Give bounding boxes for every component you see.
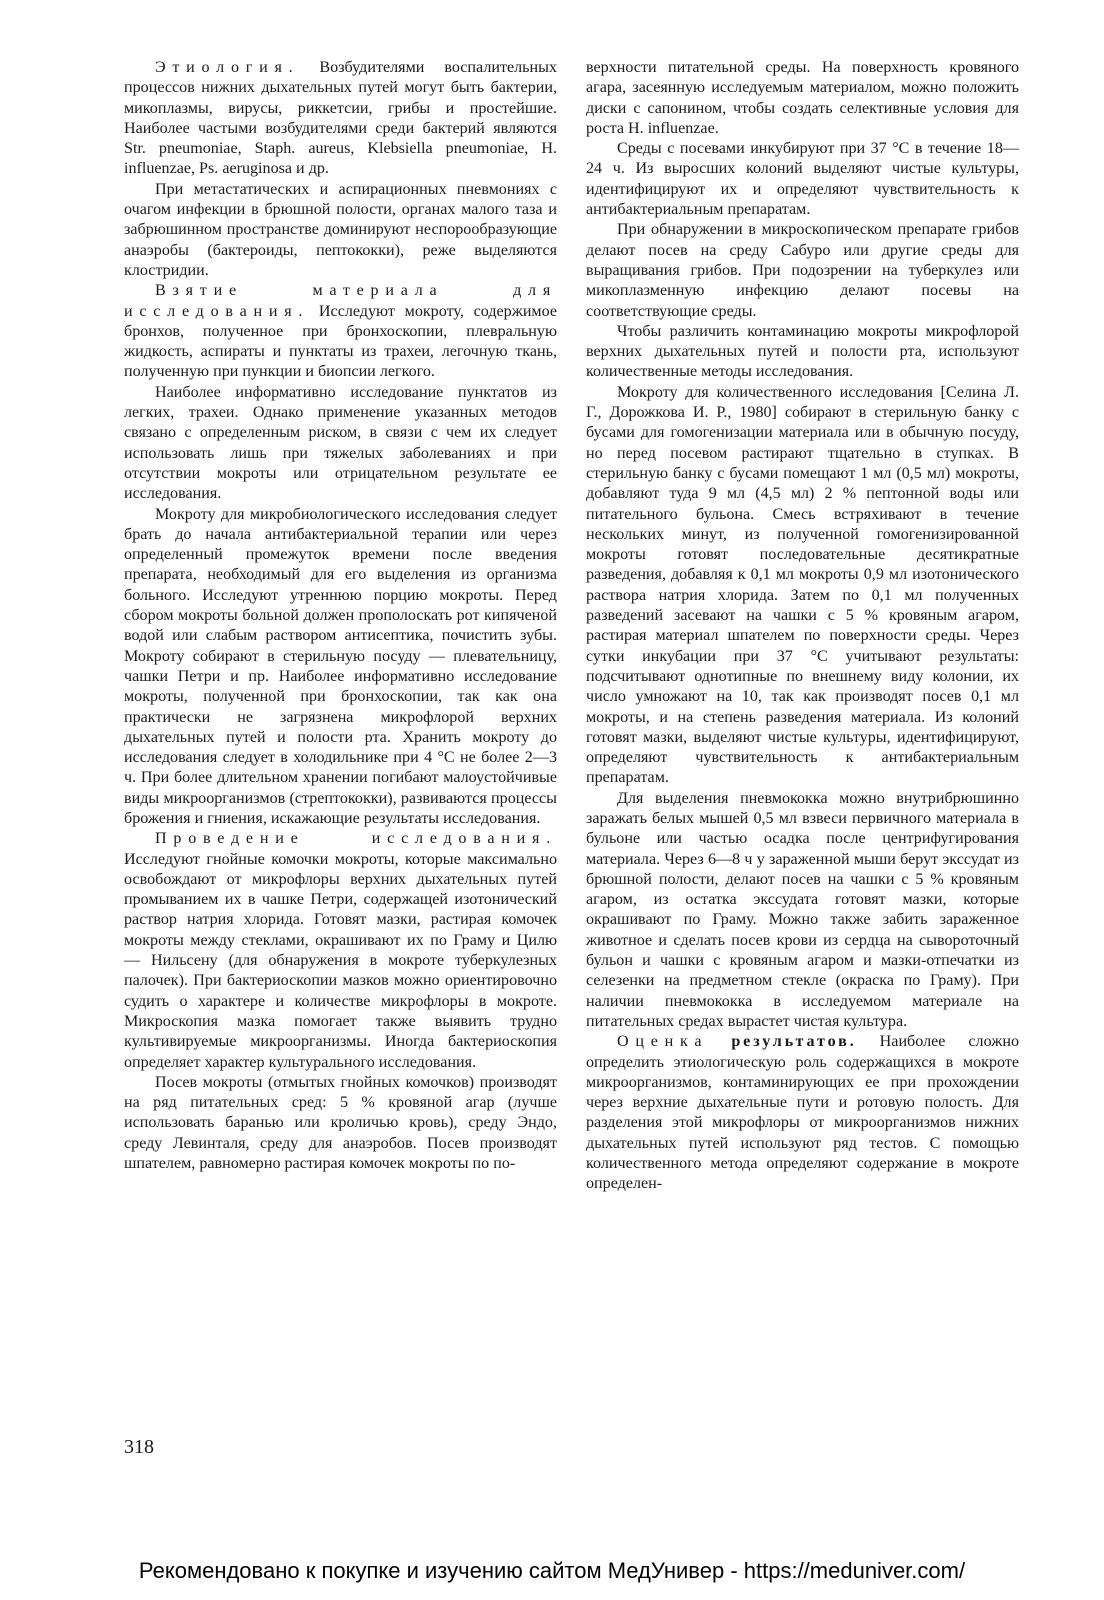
- paragraph-text: Мокроту для микробиологического исследования следует брать до начала антибактериальной терапии или через определенный промежуток времени после введения препарата, необходимый для его выделения из организма больного. Исследуют утреннюю порцию мокроты. Перед сбором мокроты больной должен прополоскать рот кипяченой водой или слабым раствором антисептика, почистить зубы. Мокроту собирают в стерильную посуду — плевательницу, чашки Петри и пр. Наиболее информативно исследование мокроты, полученной при бронхоскопии, так как она практически не загрязнена микрофлорой верхних дыхательных путей и полости рта. Хранить мокроту до исследования следует в холодильнике при 4 °С не более 2—3 ч. При более длительном хранении погибают малоустойчивые виды микроорганизмов (стрептококки), развиваются процессы брожения и гниения, искажающие результаты исследования.: [124, 505, 557, 827]
- paragraph-text: Посев мокроты (отмытых гнойных комочков) производят на ряд питательных сред: 5 % кровяной агар (лучше использовать баранью или кроличью кровь), среду Эндо, среду Левинталя, среду для анаэробов. Посев производят шпателем, равномерно растирая комочек мокроты по по-: [124, 1073, 557, 1173]
- paragraph-text: Исследуют гнойные комочки мокроты, которые максимально освобождают от микрофлоры верхних дыхательных путей промыванием их в чашке Петри, содержащей изотонический раствор натрия хлорида. Готовят мазки, растирая комочек мокроты между стеклами, окрашивают их по Граму и Цилю — Нильсену (для обнаружения в мокроте туберкулезных палочек). При бактериоскопии мазков можно ориентировочно судить о характере и количестве микрофлоры в мокроте. Микроскопия мазка помогает также выявить трудно культивируемые микроорганизмы. Иногда бактериоскопия определяет характер культурального исследования.: [124, 850, 557, 1071]
- section-heading-procedure: Проведение исследования.: [155, 830, 557, 848]
- paragraph-text: Чтобы различить контаминацию мокроты микрофлорой верхних дыхательных путей и полости рта, используют количественные методы исследования.: [586, 322, 1019, 381]
- paragraph-text: При метастатических и аспирационных пневмониях с очагом инфекции в брюшной полости, органах малого таза и забрюшинном пространстве доминируют неспорообразующие анаэробы (бактероиды, пептококки), реже выделяются клостридии.: [124, 180, 557, 279]
- right-column: [586, 58, 1019, 1195]
- paragraph-procedure: [124, 829, 557, 1073]
- paragraph-sampling: [124, 281, 557, 382]
- paragraph-text: Мокроту для количественного исследования [Селина Л. Г., Дорожкова И. Р., 1980] собирают в стерильную банку с бусами для гомогенизации материала или в обычную посуду, но перед посевом растирают тщательно в ступках. В стерильную банку с бусами помещают 1 мл (0,5 мл) мокроты, добавляют туда 9 мл (4,5 мл) 2 % пептонной воды или питательного бульона. Смесь встряхивают в течение нескольких минут, из полученной гомогенизированной мокроты готовят последовательные десятикратные разведения, добавляя к 0,1 мл мокроты 0,9 мл изотонического раствора натрия хлорида. Затем по 0,1 мл полученных разведений засевают на чашки с 5 % кровяным агаром, растирая материал шпателем по поверхности среды. Через сутки инкубации при 37 °С учитывают результаты: подсчитывают однотипные по внешнему виду колонии, их число умножают на 10, так как производят посев 0,1 мл мокроты, и на степень разведения материала. Из колоний готовят мазки, выделяют чистые культуры, идентифицируют, определяют чувствительность к антибактериальным препаратам.: [586, 383, 1019, 787]
- paragraph-etiology: [124, 58, 557, 180]
- section-heading-etiology: Этиология.: [155, 59, 300, 76]
- paragraph-text: Наиболее информативно исследование пунктатов из легких, трахеи. Однако применение указанных методов связано с определенным риском, в связи с чем их следует использовать лишь при тяжелых заболеваниях и при отсутствии мокроты или отрицательном результате ее исследования.: [124, 383, 557, 503]
- paragraph-text: Среды с посевами инкубируют при 37 °С в течение 18—24 ч. Из выросших колоний выделяют чистые культуры, идентифицируют их и определяют чувствительность к антибактериальным препаратам.: [586, 140, 1019, 219]
- paragraph-text: Возбудителями воспалительных процессов нижних дыхательных путей могут быть бактерии, микоплазмы, вирусы, риккетсии, грибы и простейшие. Наиболее частыми возбудителями среди бактерий являются Str. pneumoniae, Staph. aureus, Klebsiella pneumoniae, H. influenzae, Ps. aeruginosa и др.: [124, 59, 557, 178]
- watermark: Рекомендовано к покупке и изучению сайтом МедУнивер - https://meduniver.com/: [138, 1558, 966, 1583]
- section-heading-sampling: Взятие материала для исследования.: [124, 282, 557, 320]
- paragraph-text: Для выделения пневмококка можно внутрибрюшинно заражать белых мышей 0,5 мл взвеси первичного материала в бульоне или частью осадка после центрифугирования материала. Через 6—8 ч у зараженной мыши берут экссудат из брюшной полости, делают посев на чашки с 5 % кровяным агаром, из остатка экссудата готовят мазки, которые окрашивают по Граму. Можно также забить зараженное животное и сделать посев крови из сердца на сывороточный бульон и чашки с кровяным агаром и мазки-отпечатки из селезенки на предметном стекле (окраска по Граму). При наличии пневмококка в исследуемом материале на питательных средах вырастет чистая культура.: [586, 789, 1019, 1030]
- paragraph-text: Исследуют мокроту, содержимое бронхов, полученное при бронхоскопии, плевральную жидкость, аспираты и пунктаты из трахеи, легочную ткань, полученную при пункции и биопсии легкого.: [124, 302, 557, 381]
- section-heading-evaluation-bold: результатов.: [731, 1033, 857, 1051]
- paragraph-text: верхности питательной среды. На поверхность кровяного агара, засеянную исследуемым материалом, можно положить диски с сапонином, чтобы создать селективные условия для роста H. influenzae.: [586, 59, 1019, 137]
- paragraph-text: Наиболее сложно определить этиологическую роль содержащихся в мокроте микроорганизмов, контаминирующих ее при прохождении через верхние дыхательные пути и ротовую полость. Для разделения этой микрофлоры от микроорганизмов нижних дыхательных путей используют ряд тестов. С помощью количественного метода определяют содержание в мокроте определен-: [586, 1033, 1019, 1193]
- paragraph-text: При обнаружении в микроскопическом препарате грибов делают посев на среду Сабуро или другие среды для выращивания грибов. При подозрении на туберкулез или микоплазменную инфекцию делают посевы на соответствующие среды.: [586, 221, 1019, 320]
- page-number: 318: [124, 1436, 154, 1458]
- paragraph-evaluation: [586, 1032, 1019, 1194]
- section-heading-evaluation: Оценка: [617, 1033, 709, 1051]
- left-column: [124, 58, 557, 1174]
